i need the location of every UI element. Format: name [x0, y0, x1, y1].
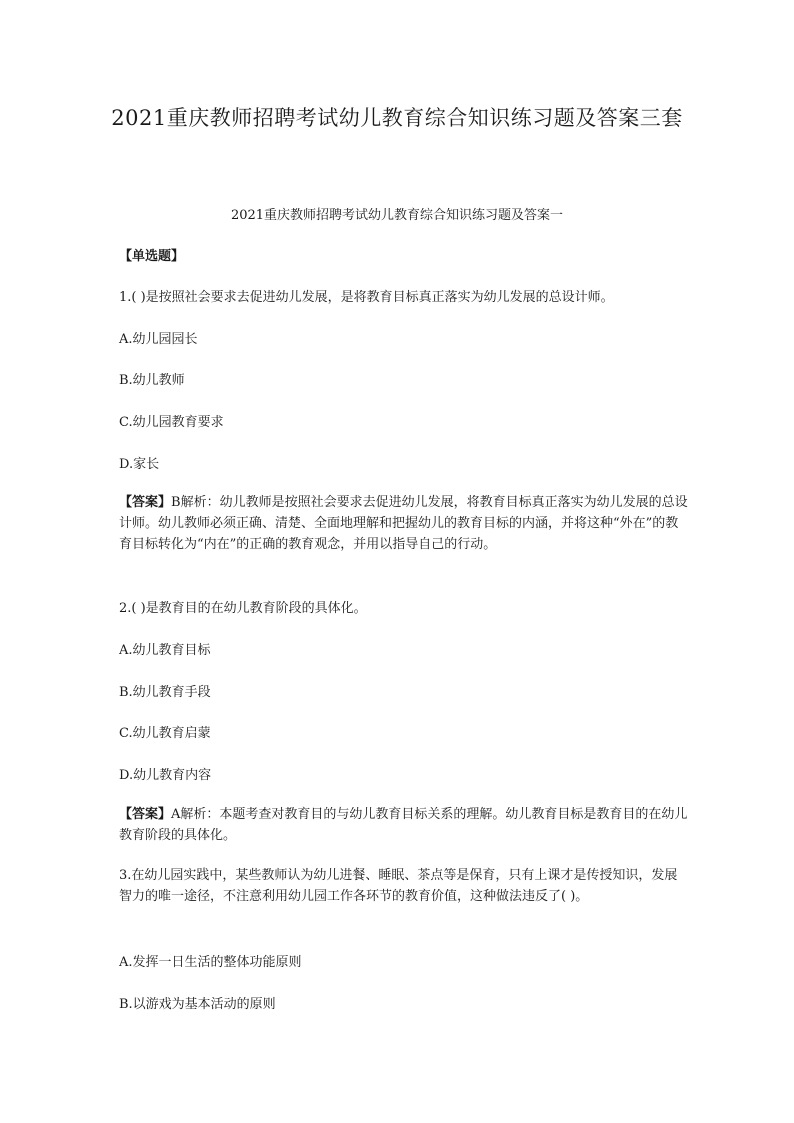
question-2-answer — [119, 804, 689, 846]
question-2-stem: 2.( )是教育目的在幼儿教育阶段的具体化。 — [119, 601, 367, 616]
question-2-option-c: C.幼儿教育启蒙 — [119, 726, 211, 741]
question-2-option-a: A.幼儿教育目标 — [119, 643, 211, 658]
answer-label: 【答案】 — [119, 495, 172, 510]
answer-text: B解析：幼儿教师是按照社会要求去促进幼儿发展，将教育目标真正落实为幼儿发展的总设计师。幼儿教师必须正确、清楚、全面地理解和把握幼儿的教育目标的内涵，并将这种“外在”的教育目标转化为“内在”的正确的教育观念，并用以指导自己的行动。 — [119, 495, 688, 552]
question-3-option-a: A.发挥一日生活的整体功能原则 — [119, 955, 302, 970]
question-1-option-d: D.家长 — [119, 457, 160, 472]
question-3-option-b: B.以游戏为基本活动的原则 — [119, 997, 276, 1012]
page-title: 2021重庆教师招聘考试幼儿教育综合知识练习题及答案三套 — [111, 106, 683, 130]
question-2-option-b: B.幼儿教育手段 — [119, 685, 211, 700]
question-2-option-d: D.幼儿教育内容 — [119, 768, 212, 783]
question-3-stem: 3.在幼儿园实践中，某些教师认为幼儿进餐、睡眠、茶点等是保育，只有上课才是传授知识，发展智力的唯一途径，不注意利用幼儿园工作各环节的教育价值，这种做法违反了( )。 — [119, 868, 678, 904]
answer-text: A解析：本题考查对教育目的与幼儿教育目标关系的理解。幼儿教育目标是教育目的在幼儿教育阶段的具体化。 — [119, 807, 688, 843]
question-1-stem: 1.( )是按照社会要求去促进幼儿发展，是将教育目标真正落实为幼儿发展的总设计师。 — [119, 290, 614, 305]
question-1-option-c: C.幼儿园教育要求 — [119, 415, 224, 430]
question-1-option-a: A.幼儿园园长 — [119, 332, 198, 347]
question-1-option-b: B.幼儿教师 — [119, 373, 185, 388]
page-subtitle: 2021重庆教师招聘考试幼儿教育综合知识练习题及答案一 — [230, 208, 564, 223]
question-1-answer — [119, 492, 689, 555]
section-heading: 【单选题】 — [119, 249, 185, 264]
answer-label: 【答案】 — [119, 807, 172, 822]
